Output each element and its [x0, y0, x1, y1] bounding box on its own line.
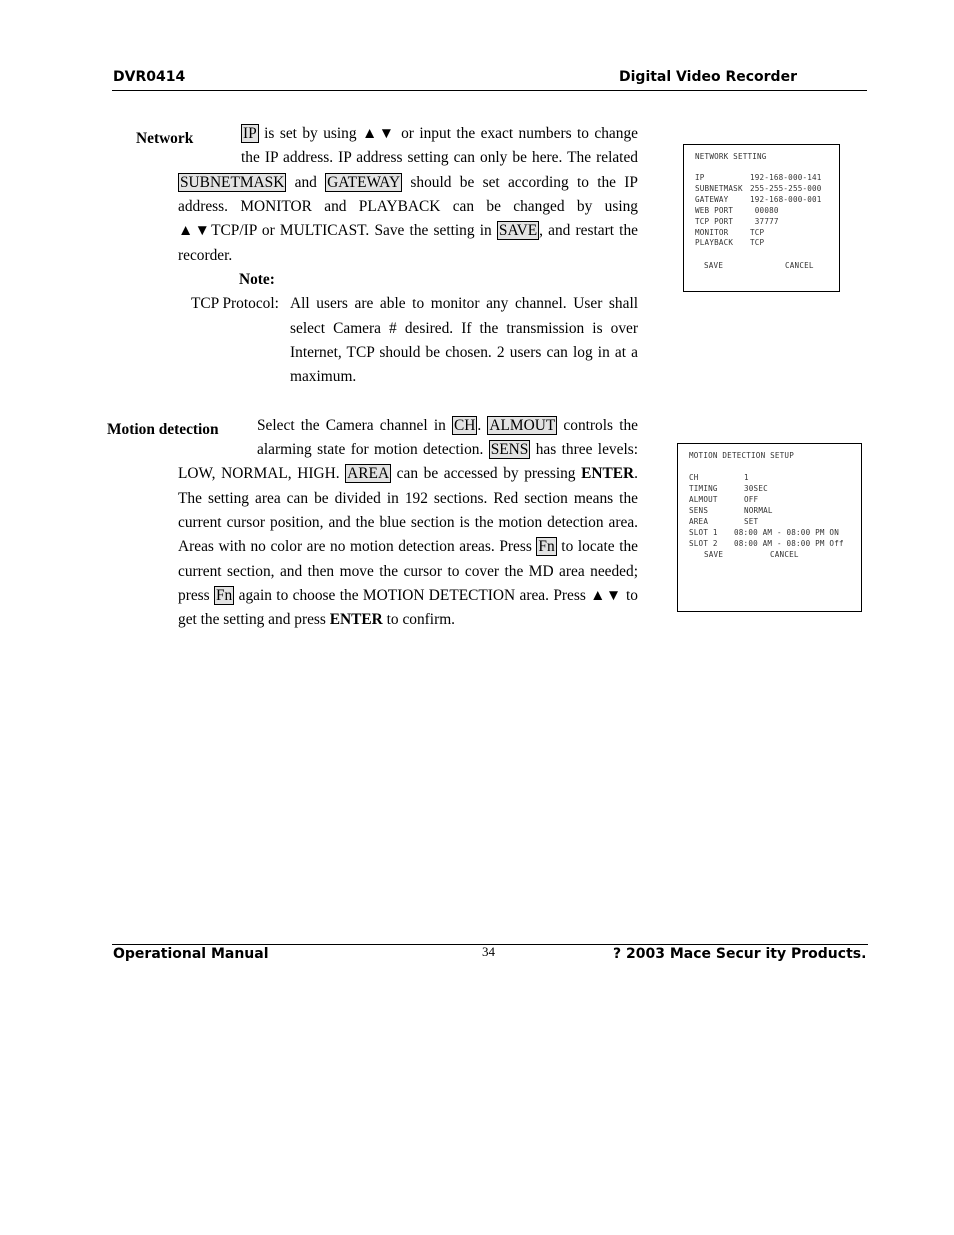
screen-save-button: SAVE [704, 550, 724, 559]
motion-line-9: get the setting and press ENTER to confirm. [178, 611, 456, 628]
header-rule [112, 90, 867, 91]
network-heading: Network [136, 130, 194, 147]
screen-cancel-button: CANCEL [770, 550, 799, 559]
screen-row-value: 08:00 AM - 08:00 PM ON [734, 528, 839, 537]
motion-detection-screen [677, 443, 862, 612]
keyword-almout: ALMOUT [489, 417, 556, 434]
screen-row-value: 192-168-000-001 [750, 195, 822, 204]
screen-row-label: IP [695, 173, 705, 182]
note-label: Note: [239, 271, 275, 288]
screen-row-label: TCP PORT [695, 217, 734, 226]
screen-row-label: TIMING [689, 484, 718, 493]
screen-save-button: SAVE [704, 261, 724, 270]
motion-line-1: Select the Camera channel in CH . ALMOUT controls the [257, 417, 638, 434]
screen-row-label: PLAYBACK [695, 238, 734, 247]
network-setting-screen [683, 144, 840, 292]
screen-row-label: WEB PORT [695, 206, 734, 215]
screen-row-value: OFF [744, 495, 759, 504]
screen-row-label: MONITOR [695, 228, 729, 237]
screen-row-label: SLOT 2 [689, 539, 718, 548]
screen-row-value: 00080 [750, 206, 779, 215]
motion-line-7: current section, and then move the cursor to cover the MD area needed; [178, 563, 638, 580]
tcp-line-3: Internet, TCP should be chosen. 2 users can log in at a [290, 344, 638, 361]
motion-line-3: LOW, NORMAL, HIGH. AREA can be accessed by pressing ENTER. [178, 465, 638, 482]
header-doc-title: Digital Video Recorder [619, 69, 797, 85]
network-line-1: IP is set by using ▲▼ or input the exact numbers to change [243, 125, 638, 142]
keyword-save: SAVE [498, 222, 538, 239]
screen-row-label: ALMOUT [689, 495, 718, 504]
tcp-line-2: select Camera # desired. If the transmission is over [290, 320, 638, 337]
tcp-line-1: All users are able to monitor any channel. User shall [290, 295, 638, 312]
keyword-fn: Fn [538, 538, 555, 555]
motion-line-2: alarming state for motion detection. SENS has three levels: [257, 441, 638, 458]
motion-line-4: The setting area can be divided in 192 sections. Red section means the [178, 490, 638, 507]
screen-row-label: SUBNETMASK [695, 184, 743, 193]
header-doc-id: DVR0414 [113, 69, 186, 85]
screen-title: MOTION DETECTION SETUP [689, 451, 794, 460]
keyword-ch: CH [453, 417, 476, 434]
screen-row-value: TCP [750, 228, 765, 237]
screen-row-value: SET [744, 517, 759, 526]
footer-copyright: ? 2003 Mace Secur ity Products. [613, 946, 867, 962]
keyword-fn: Fn [216, 587, 233, 604]
keyword-area: AREA [347, 465, 390, 482]
screen-row-value: 08:00 AM - 08:00 PM Off [734, 539, 844, 548]
footer-manual-title: Operational Manual [113, 946, 269, 962]
tcp-protocol-label: TCP Protocol: [191, 295, 279, 312]
screen-row-label: GATEWAY [695, 195, 729, 204]
motion-heading: Motion detection [107, 421, 219, 438]
keyword-sens: SENS [490, 441, 529, 458]
keyword-subnetmask: SUBNETMASK [180, 174, 285, 191]
network-line-3: SUBNETMASK and GATEWAY should be set according to the IP [180, 174, 638, 191]
network-line-2: the IP address. IP address setting can only be here. The related [241, 149, 638, 166]
network-line-5: ▲▼TCP/IP or MULTICAST. Save the setting in SAVE , and restart the [178, 222, 638, 239]
screen-row-label: SLOT 1 [689, 528, 718, 537]
screen-row-label: SENS [689, 506, 709, 515]
keyword-ip: IP [243, 125, 257, 142]
screen-cancel-button: CANCEL [785, 261, 814, 270]
screen-row-value: 30SEC [744, 484, 768, 493]
network-line-4: address. MONITOR and PLAYBACK can be changed by using [178, 198, 638, 215]
screen-title: NETWORK SETTING [695, 152, 767, 161]
screen-row-value: TCP [750, 238, 765, 247]
screen-row-value: NORMAL [744, 506, 773, 515]
screen-row-label: AREA [689, 517, 709, 526]
network-line-6: recorder. [178, 247, 233, 264]
screen-row-value: 37777 [750, 217, 779, 226]
tcp-line-4: maximum. [290, 368, 357, 385]
screen-row-value: 1 [744, 473, 749, 482]
motion-line-5: current cursor position, and the blue section is the motion detection area. [178, 514, 638, 531]
screen-row-label: CH [689, 473, 699, 482]
keyword-gateway: GATEWAY [327, 174, 401, 191]
page-number: 34 [482, 944, 495, 959]
screen-row-value: 255-255-255-000 [750, 184, 822, 193]
screen-row-value: 192-168-000-141 [750, 173, 822, 182]
motion-line-6: Areas with no color are no motion detection areas. Press Fn to locate the [178, 538, 639, 555]
motion-line-8: press Fn again to choose the MOTION DETECTION area. Press ▲▼ to [178, 587, 639, 604]
